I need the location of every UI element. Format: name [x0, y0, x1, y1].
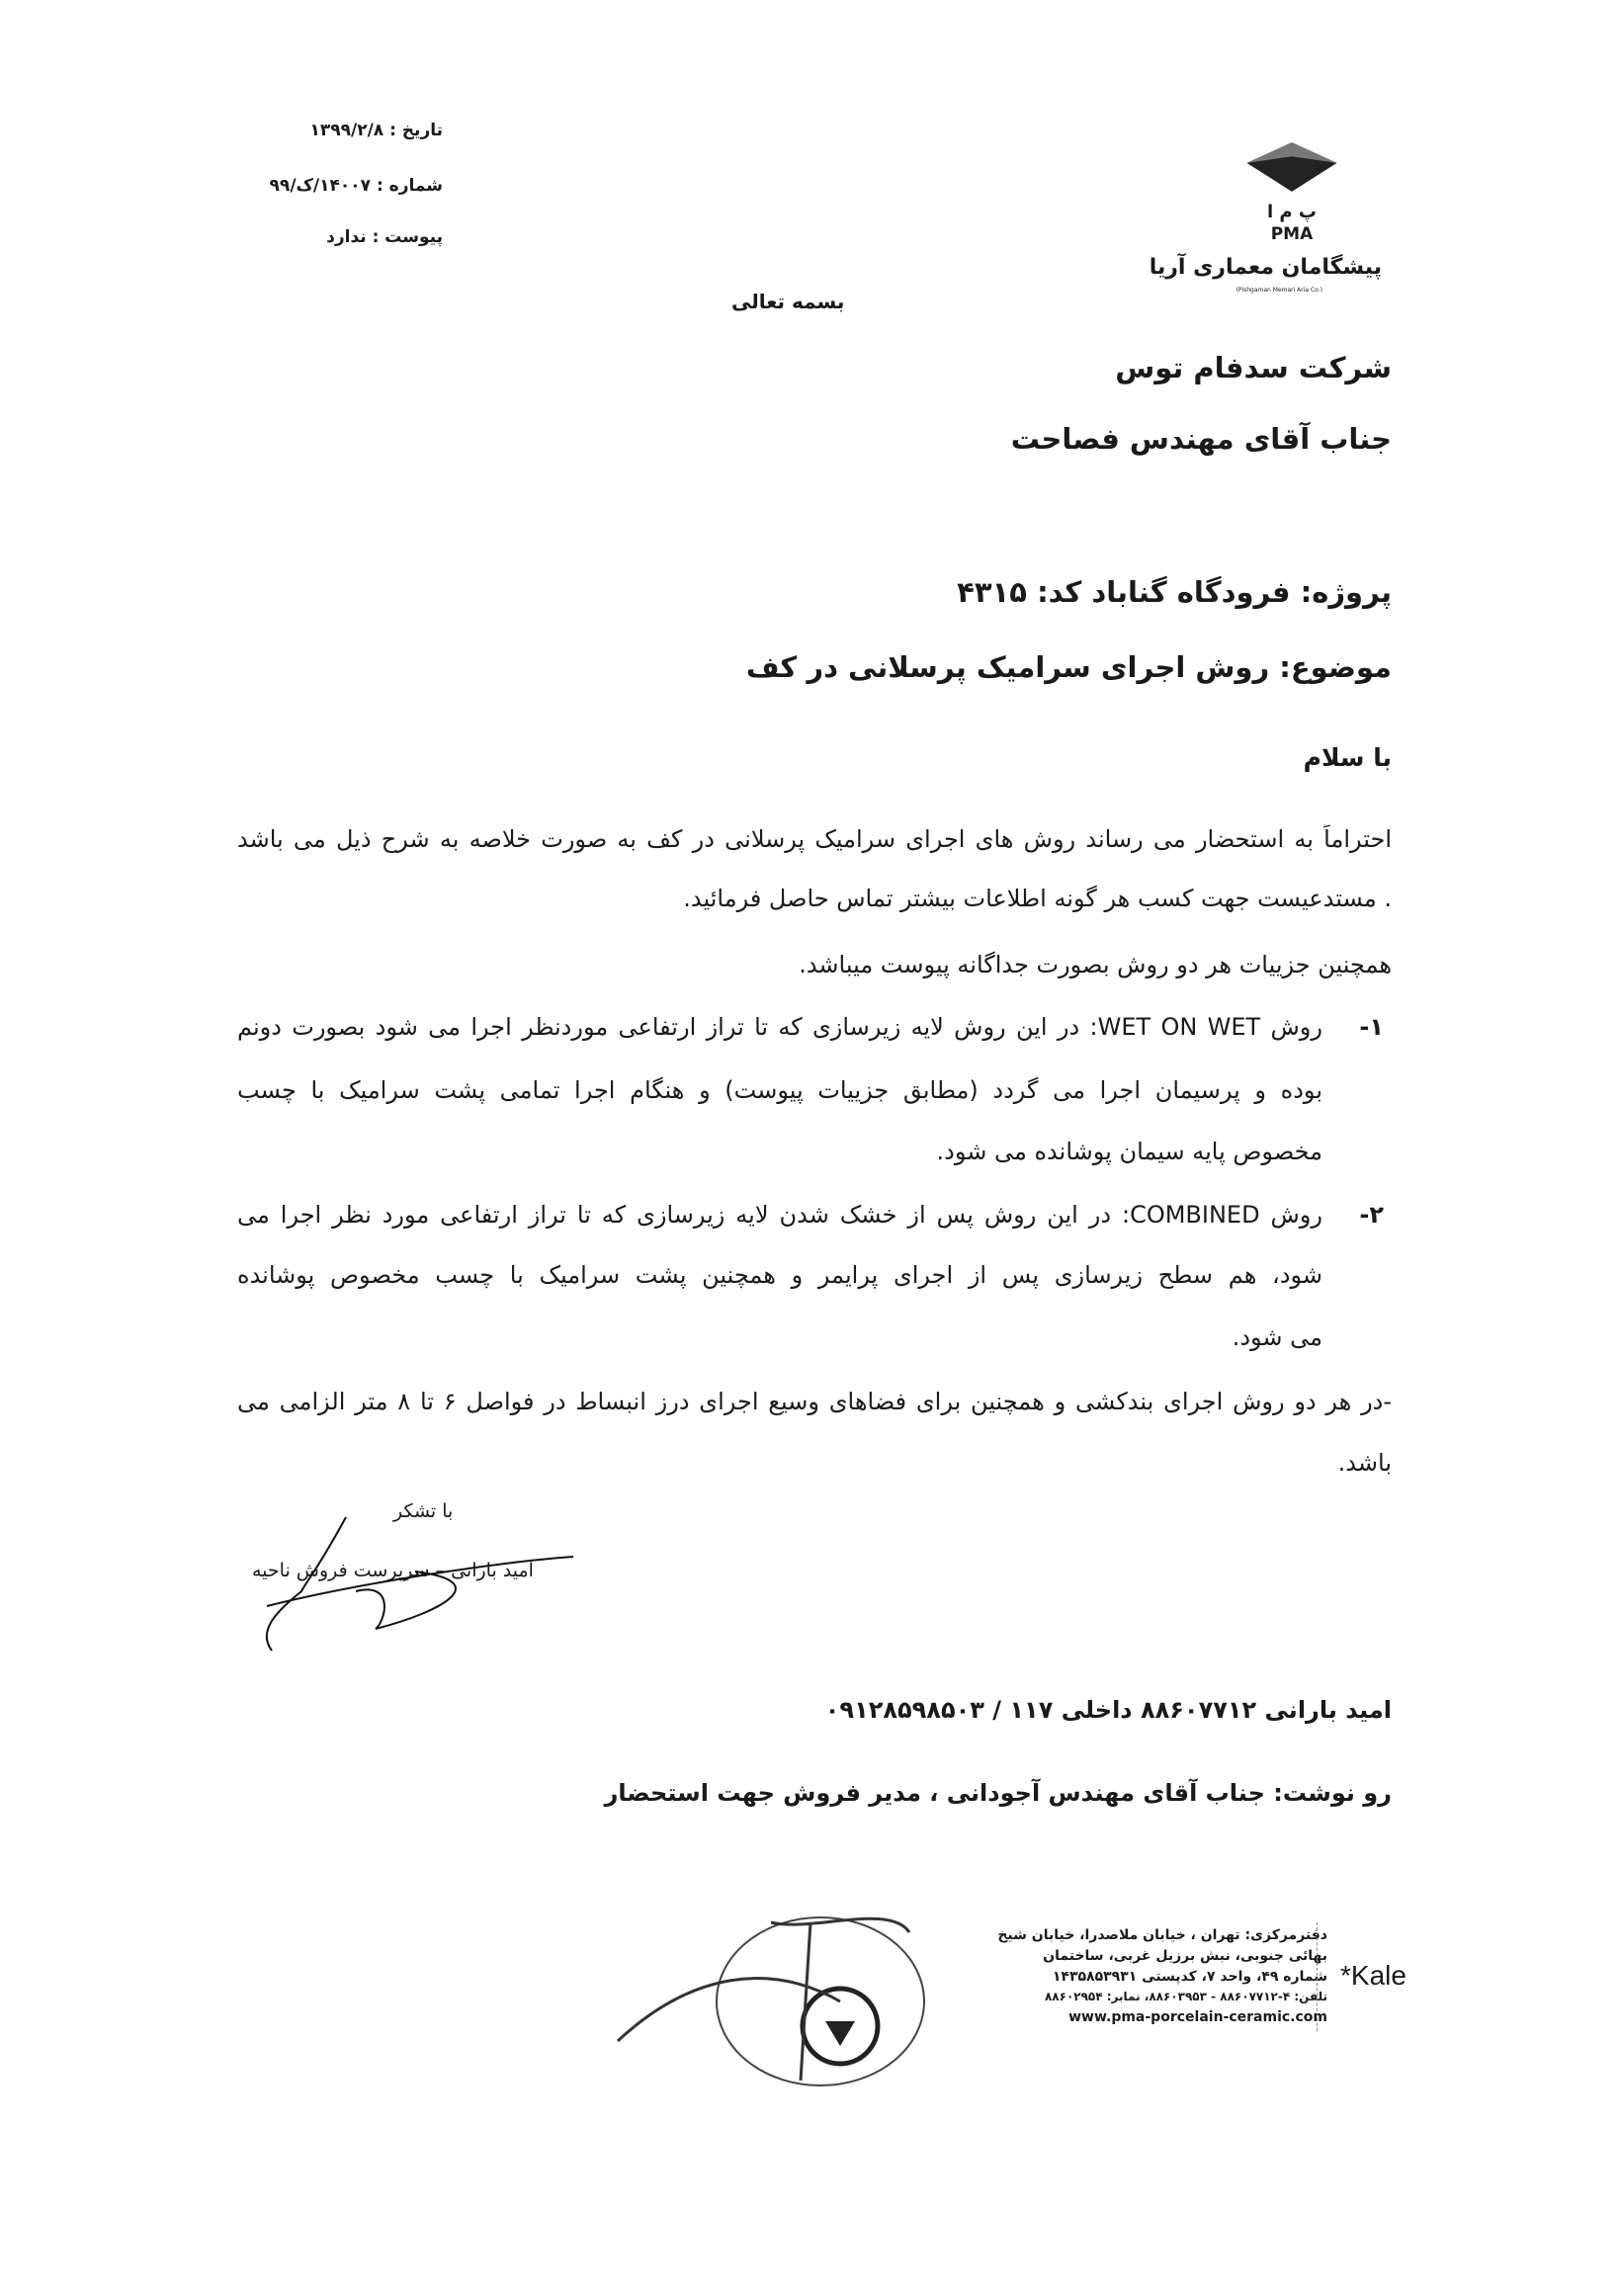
intro-line: . مستدعیست جهت کسب هر گونه اطلاعات بیشتر تماس حاصل فرمائید.	[683, 885, 1392, 912]
recipient-person: جناب آقای مهندس فصاحت	[1010, 422, 1392, 456]
attachment: پیوست : ندارد	[326, 227, 443, 247]
item-line: روش WET ON WET: در این روش لایه زیرسازی که تا تراز ارتفاعی موردنظر اجرا می شود بصورت دونم	[237, 1013, 1322, 1041]
contact-line: امید بارانی ۸۸۶۰۷۷۱۲ داخلی ۱۱۷ / ۰۹۱۲۸۵۹۸۵۰۳	[824, 1696, 1392, 1724]
subject: موضوع: روش اجرای سرامیک پرسلانی در کف	[745, 650, 1392, 684]
address-line: شماره ۴۹، واحد ۷، کدپستی ۱۴۳۵۸۵۳۹۳۱	[1052, 1969, 1327, 1985]
item-line: می شود.	[1232, 1323, 1322, 1351]
signature-icon	[247, 1512, 583, 1660]
company-stamp-icon	[613, 1893, 949, 2100]
greeting: با سلام	[1303, 743, 1392, 772]
footer-address	[997, 1927, 1327, 2025]
letter-number: شماره : ۱۴۰۰۷/ک/۹۹	[269, 176, 443, 196]
note-line: -در هر دو روش اجرای بندکشی و همچنین برای فضاهای وسیع اجرای درز انبساط در فواصل ۶ تا ۸ متر الزامی می	[237, 1388, 1392, 1415]
address-line: دفترمرکزی: تهران ، خیابان ملاصدرا، خیابان شیخ	[997, 1927, 1327, 1943]
address-line: بهائی جنوبی، نبش برزیل غربی، ساختمان	[1043, 1948, 1327, 1964]
item-line: روش COMBINED: در این روش پس از خشک شدن لایه زیرسازی که تا تراز ارتفاعی مورد نظر اجرا می	[237, 1201, 1322, 1229]
logo-fa: پ م ا	[1267, 202, 1317, 222]
item-line: شود، هم سطح زیرسازی پس از اجرای پرایمر و همچنین پشت سرامیک با چسب مخصوص پوشانده	[237, 1261, 1322, 1289]
address-line: تلفن: ۴-۸۸۶۰۷۷۱۲ - ۸۸۶۰۳۹۵۳، نمابر: ۸۸۶۰۲۹۵۴	[1044, 1990, 1327, 2003]
company-name: پیشگامان معماری آریا	[1149, 255, 1382, 280]
project: پروژه: فرودگاه گناباد کد: ۴۳۱۵	[957, 575, 1392, 609]
item-line: بوده و پرسیمان اجرا می گردد (مطابق جزییات پیوست) و هنگام اجرا تمامی پشت سرامیک با چسب	[237, 1076, 1322, 1104]
company-logo	[1208, 138, 1376, 245]
recipient-company: شرکت سدفام توس	[1115, 351, 1392, 384]
invocation: بسمه تعالی	[731, 290, 845, 313]
intro-line: همچنین جزییات هر دو روش بصورت جداگانه پیوست میباشد.	[799, 951, 1392, 978]
cc-line: رو نوشت: جناب آقای مهندس آجودانی ، مدیر فروش جهت استحضار	[604, 1779, 1392, 1807]
footer-divider	[1317, 1922, 1318, 2031]
pma-diamond-icon	[1233, 138, 1351, 196]
logo-en: PMA	[1270, 224, 1314, 244]
signer: امید بارانی – سرپرست فروش ناحیه	[252, 1560, 534, 1581]
item-number: ۱-	[1359, 1013, 1384, 1041]
website-link[interactable]: www.pma-porcelain-ceramic.com	[1068, 2009, 1327, 2025]
item-number: ۲-	[1359, 1201, 1384, 1229]
date: تاریخ : ۱۳۹۹/۲/۸	[309, 121, 443, 140]
closing-thanks: با تشکر	[393, 1500, 454, 1522]
intro-line: احتراماً به استحضار می رساند روش های اجرای سرامیک پرسلانی در کف به صورت خلاصه به شرح ذیل می باشد	[237, 825, 1392, 853]
note-line: باشد.	[1337, 1449, 1392, 1477]
company-subtitle: (Pishgaman Memari Aria Co.)	[1236, 287, 1322, 294]
item-line: مخصوص پایه سیمان پوشانده می شود.	[936, 1138, 1322, 1165]
kale-brand: *Kale	[1340, 1960, 1406, 1991]
